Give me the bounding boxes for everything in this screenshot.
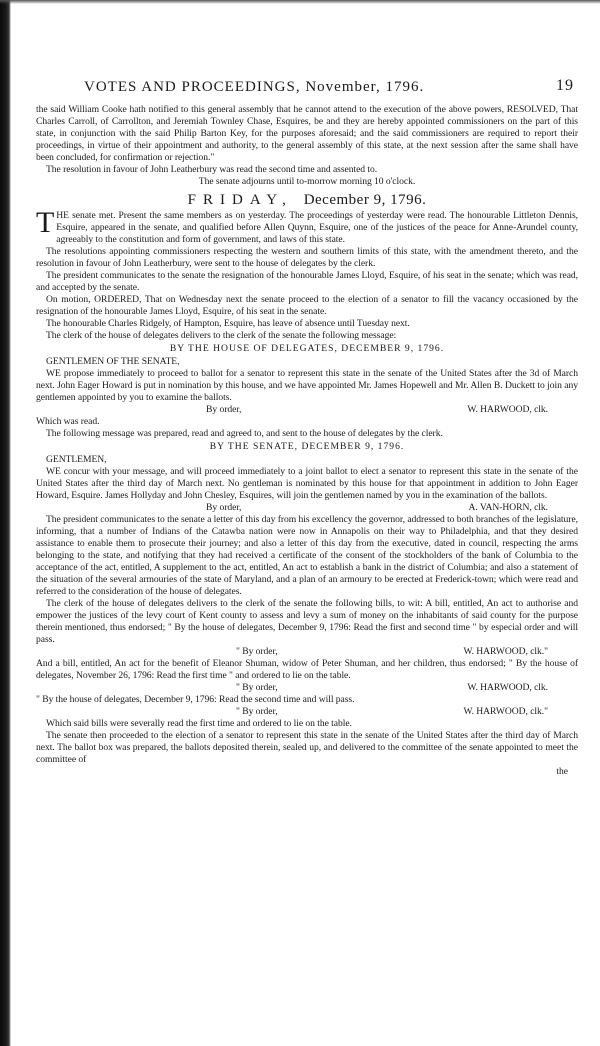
paragraph-leatherbury: The resolution in favour of John Leatherbury was read the second time and assented to. bbox=[46, 164, 378, 175]
paragraph-resignation: The president communicates to the senate the resignation of the honourable James Lloyd, Esquire, of his seat in the senate; which was read, and accepted by the senate. bbox=[36, 270, 578, 293]
page-body bbox=[36, 104, 578, 778]
signature-block: By order, A. VAN-HORN, clk. bbox=[206, 502, 548, 513]
page-number: 19 bbox=[556, 77, 574, 94]
salutation-gentlemen: GENTLEMEN, bbox=[46, 454, 107, 465]
signature-block: " By order, W. HARWOOD, clk." bbox=[236, 706, 548, 717]
drop-cap: T bbox=[36, 206, 55, 239]
paragraph-commissioners: The resolutions appointing commissioners respecting the western and southern limits of this state, with the amendment thereto, and the resolution in favour of John Leatherbury, were sent to the house of delegates by the clerk. bbox=[36, 246, 578, 269]
subheading-senate: BY THE SENATE, DECEMBER 9, 1796. bbox=[209, 441, 405, 452]
paragraph-governor-letter: The president communicates to the senate a letter of this day from his excellency the governor, addressed to both branches of the legislature, informing, that a number of Indians of the Catawba nation were now in Annapolis on their way to Philadelphia, and that they desired assistance to enable them to prosecute their journey; and also a letter of this day from the executive, dated in council, respecting the arms belonging to the state, and notifying that they had received a certificate of the consent of the stockholders of the bank of Columbia to the acceptance of the act, entitled, A supplement to the act, entitled, An act to establish a bank in the district of Columbia; and also a statement of the situation of the several armouries of the state of Maryland, and a plan of an armoury to be erected at Frederick-town; which were read and referred to the consideration of the house of delegates. bbox=[36, 514, 578, 597]
paragraph-resolution-end: the said William Cooke hath notified to this general assembly that he cannot attend to the execution of the above powers, RESOLVED, That Charles Carroll, of Carrollton, and Jeremiah Townley Chase, Esquires, be and they are hereby appointed commissioners on the part of this state, in conjunction with the said Philip Barton Key, for the purposes aforesaid; and the said commissioners are required to report their proceedings, in virtue of their appointment and authority, to the general assembly of this state, at the next session after the same shall have been concluded, for confirmation or rejection." bbox=[36, 104, 578, 163]
running-header bbox=[84, 79, 574, 99]
day-heading-day: FRIDAY, bbox=[187, 192, 293, 208]
paragraph-adjourn: The senate adjourns until to-morrow morning 10 o'clock. bbox=[198, 176, 416, 187]
page-title: VOTES AND PROCEEDINGS, November, 1796. bbox=[84, 79, 425, 95]
paragraph-concur: WE concur with your message, and will proceed immediately to a joint ballot to elect a senator to represent this state in the senate of the United States after the third day of March next. No gentleman is nominated by this house for that appointment in addition to John Eager Howard, Esquire. James Hollyday and John Chesley, Esquires, will join the gentlemen named by you in the examination of the ballots. bbox=[36, 466, 578, 501]
day-heading-date: December 9, 1796. bbox=[303, 192, 427, 208]
paragraph-second-reading: " By the house of delegates, December 9, 1796: Read the second time and will pass. bbox=[36, 694, 355, 705]
scan-edge-shadow bbox=[0, 0, 11, 1046]
paragraph-message-prepared: The following message was prepared, read and agreed to, and sent to the house of delegates by the clerk. bbox=[46, 428, 443, 439]
salutation-senate: GENTLEMEN OF THE SENATE, bbox=[46, 356, 180, 367]
catchword: the bbox=[556, 766, 568, 777]
subheading-house-delegates: BY THE HOUSE OF DELEGATES, DECEMBER 9, 1796. bbox=[169, 343, 445, 354]
paragraph-senate-met: THE senate met. Present the same members as on yesterday. The proceedings of yesterday were read. The honourable Littleton Dennis, Esquire, appeared in the senate, and qualified before Allen Quynn, Esquire, one of the justices of the peace for Anne-Arundel county, agreeably to the constitution and form of government, and laws of this state. bbox=[36, 206, 578, 245]
paragraph-bills-read: Which said bills were severally read the first time and ordered to lie on the table. bbox=[46, 718, 352, 729]
paragraph-bills: The clerk of the house of delegates delivers to the clerk of the senate the following bills, to wit: A bill, entitled, An act to authorise and empower the justices of the levy court of Kent county to assess and levy a sum of money on the inhabitants of said county for the purpose therein mentioned, thus endorsed; " By the house of delegates, December 9, 1796: Read the first and second time " by especial order and will pass. bbox=[36, 598, 578, 645]
paragraph-message-delivered: The clerk of the house of delegates delivers to the clerk of the senate the following message: bbox=[46, 330, 397, 341]
paragraph-ridgely: The honourable Charles Ridgely, of Hampton, Esquire, has leave of absence until Tuesday next. bbox=[46, 318, 410, 329]
paragraph-shuman-bill: And a bill, entitled, An act for the benefit of Eleanor Shuman, widow of Peter Shuman, and her children, thus endorsed; " By the house of delegates, November 26, 1796: Read the first time " and ordered to lie on the table. bbox=[36, 658, 578, 681]
paragraph-election: The senate then proceeded to the election of a senator to represent this state in the senate of the United States after the third day of March next. The ballot box was prepared, the ballots deposited therein, sealed up, and delivered to the committee of the senate appointed to meet the committee of bbox=[36, 730, 578, 765]
scan-top-shadow bbox=[0, 0, 600, 4]
signature-block: " By order, W. HARWOOD, clk." bbox=[236, 646, 548, 657]
day-heading bbox=[36, 194, 578, 206]
paragraph-which-read: Which was read. bbox=[36, 416, 100, 427]
signature-block: By order, W. HARWOOD, clk. bbox=[206, 404, 548, 415]
signature-block: " By order, W. HARWOOD, clk. bbox=[236, 682, 548, 693]
paragraph-ballot-proposal: WE propose immediately to proceed to ballot for a senator to represent this state in the senate of the United States after the 3d of March next. John Eager Howard is put in nomination by this house, and we have appointed Mr. James Hopewell and Mr. Allen B. Duckett to join any gentlemen appointed by you to examine the ballots. bbox=[36, 368, 578, 403]
paragraph-motion: On motion, ORDERED, That on Wednesday next the senate proceed to the election of a senator to fill the vacancy occasioned by the resignation of the honourable James Lloyd, Esquire, of his seat in the senate. bbox=[36, 294, 578, 317]
